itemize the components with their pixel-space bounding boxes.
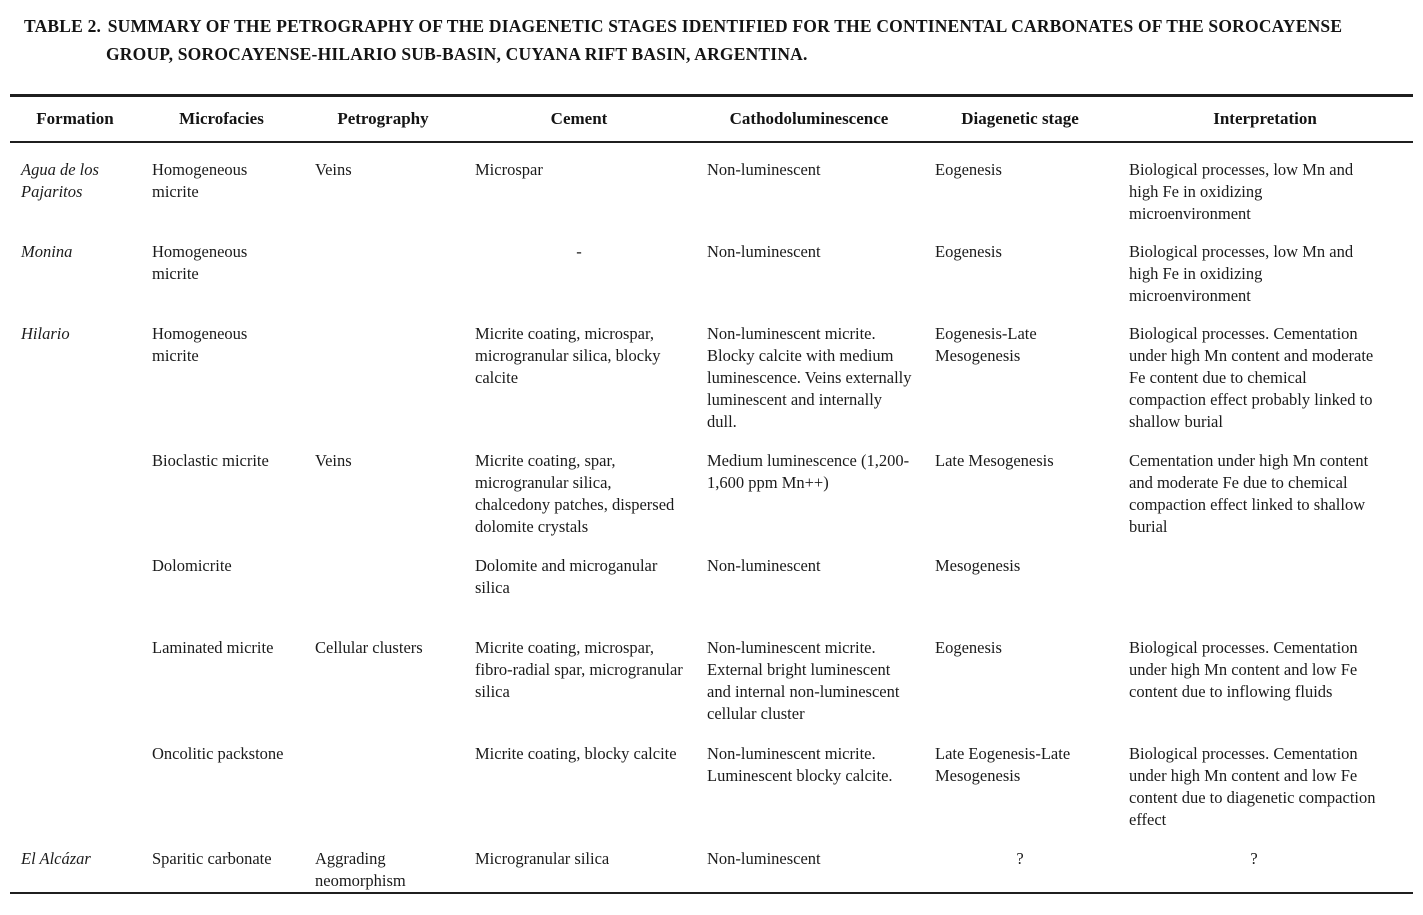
cell-formation — [10, 539, 140, 621]
cell-petrography: Veins — [315, 450, 352, 470]
cell-cement: Dolomite and microganular silica — [475, 555, 658, 597]
cell-microfacies: Sparitic carbonate — [152, 848, 272, 868]
cell-cement: Micrite coating, microspar, fibro-radial spar, microgranular silica — [475, 637, 683, 701]
table-row — [10, 142, 1413, 225]
cell-microfacies: Oncolitic packstone — [152, 743, 284, 763]
cell-cement: Microspar — [475, 159, 543, 179]
cell-petrography — [303, 307, 463, 434]
cell-cement: Microgranular silica — [475, 848, 610, 868]
cell-interpretation: Biological processes. Cementation under high Mn content and moderate Fe content due to chemical compaction effect probably linked to shallow burial — [1129, 323, 1374, 431]
cell-formation — [10, 727, 140, 832]
cell-interpretation: Biological processes. Cementation under high Mn content and low Fe content due to diagenetic compaction effect — [1129, 743, 1376, 829]
cell-formation: Agua de los Pajaritos — [21, 159, 99, 201]
cell-formation — [10, 621, 140, 727]
table-row — [10, 621, 1413, 727]
cell-microfacies: Dolomicrite — [152, 555, 232, 575]
cell-diagenetic-stage: Late Mesogenesis — [935, 450, 1054, 470]
cell-interpretation: ? — [1250, 848, 1258, 868]
cell-diagenetic-stage: Eogenesis — [935, 159, 1002, 179]
cell-microfacies: Bioclastic micrite — [152, 450, 269, 470]
cell-formation: Monina — [21, 241, 73, 261]
cell-cement: Micrite coating, spar, microgranular silica, chalcedony patches, dispersed dolomite crystals — [475, 450, 675, 536]
cell-diagenetic-stage: Late Eogenesis-Late Mesogenesis — [935, 743, 1071, 785]
table-title — [10, 12, 1413, 68]
cell-formation: El Alcázar — [21, 848, 91, 868]
cell-diagenetic-stage: Eogenesis — [935, 241, 1002, 261]
cell-diagenetic-stage: Eogenesis-Late Mesogenesis — [935, 323, 1037, 365]
cell-diagenetic-stage: Eogenesis — [935, 637, 1002, 657]
table-title-text: SUMMARY OF THE PETROGRAPHY OF THE DIAGENETIC STAGES IDENTIFIED FOR THE CONTINENTAL CARBONATES OF THE SOROCAYENSE GROUP, SOROCAYENSE-HILARIO SUB-BASIN, CUYANA RIFT BASIN, ARGENTINA. — [106, 16, 1343, 64]
cell-cathodoluminescence: Non-luminescent — [707, 241, 821, 261]
table-row — [10, 307, 1413, 434]
table-row — [10, 832, 1413, 893]
cell-microfacies: Homogeneous micrite — [152, 241, 248, 283]
cell-formation — [10, 434, 140, 539]
cell-cathodoluminescence: Non-luminescent — [707, 848, 821, 868]
table-row — [10, 434, 1413, 539]
cell-cement: Micrite coating, blocky calcite — [475, 743, 677, 763]
cell-cement: Micrite coating, microspar, microgranular silica, blocky calcite — [475, 323, 661, 387]
table-row — [10, 539, 1413, 621]
cell-cathodoluminescence: Non-luminescent micrite. Blocky calcite with medium luminescence. Veins externally luminescent and internally dull. — [707, 323, 912, 431]
cell-cathodoluminescence: Non-luminescent — [707, 555, 821, 575]
cell-interpretation: Biological processes, low Mn and high Fe in oxidizing microenvironment — [1129, 241, 1354, 305]
petrography-table — [10, 94, 1413, 894]
cell-microfacies: Homogeneous micrite — [152, 159, 248, 201]
cell-formation: Hilario — [21, 323, 70, 343]
cell-cathodoluminescence: Non-luminescent — [707, 159, 821, 179]
cell-petrography — [303, 539, 463, 621]
cell-interpretation: Cementation under high Mn content and moderate Fe due to chemical compaction effect linked to shallow burial — [1129, 450, 1369, 536]
column-header-formation: Formation — [36, 108, 114, 128]
table-row — [10, 225, 1413, 307]
column-header-petrography: Petrography — [337, 108, 429, 128]
cell-cathodoluminescence: Non-luminescent micrite. External bright luminescent and internal non-luminescent cellular cluster — [707, 637, 900, 723]
column-header-microfacies: Microfacies — [179, 108, 264, 128]
cell-petrography: Aggrading neomorphism — [315, 848, 406, 890]
cell-petrography: Veins — [315, 159, 352, 179]
column-header-cement: Cement — [550, 108, 608, 128]
cell-cement: - — [576, 241, 582, 261]
cell-cathodoluminescence: Medium luminescence (1,200-1,600 ppm Mn++) — [707, 450, 910, 492]
cell-cathodoluminescence: Non-luminescent micrite. Luminescent blocky calcite. — [707, 743, 893, 785]
cell-petrography — [303, 225, 463, 307]
cell-interpretation — [1117, 539, 1413, 621]
cell-interpretation: Biological processes. Cementation under high Mn content and low Fe content due to inflowing fluids — [1129, 637, 1358, 701]
column-header-interpretation: Interpretation — [1213, 108, 1317, 128]
header-row — [10, 96, 1413, 142]
cell-microfacies: Homogeneous micrite — [152, 323, 248, 365]
cell-interpretation: Biological processes, low Mn and high Fe in oxidizing microenvironment — [1129, 159, 1354, 223]
cell-microfacies: Laminated micrite — [152, 637, 274, 657]
cell-petrography: Cellular clusters — [315, 637, 423, 657]
table-row — [10, 727, 1413, 832]
cell-diagenetic-stage: Mesogenesis — [935, 555, 1021, 575]
column-header-cathodoluminescence: Cathodoluminescence — [729, 108, 889, 128]
column-header-diagenetic-stage: Diagenetic stage — [961, 108, 1079, 128]
table-number-label: TABLE 2. — [24, 16, 102, 36]
cell-petrography — [303, 727, 463, 832]
cell-diagenetic-stage: ? — [1016, 848, 1024, 868]
